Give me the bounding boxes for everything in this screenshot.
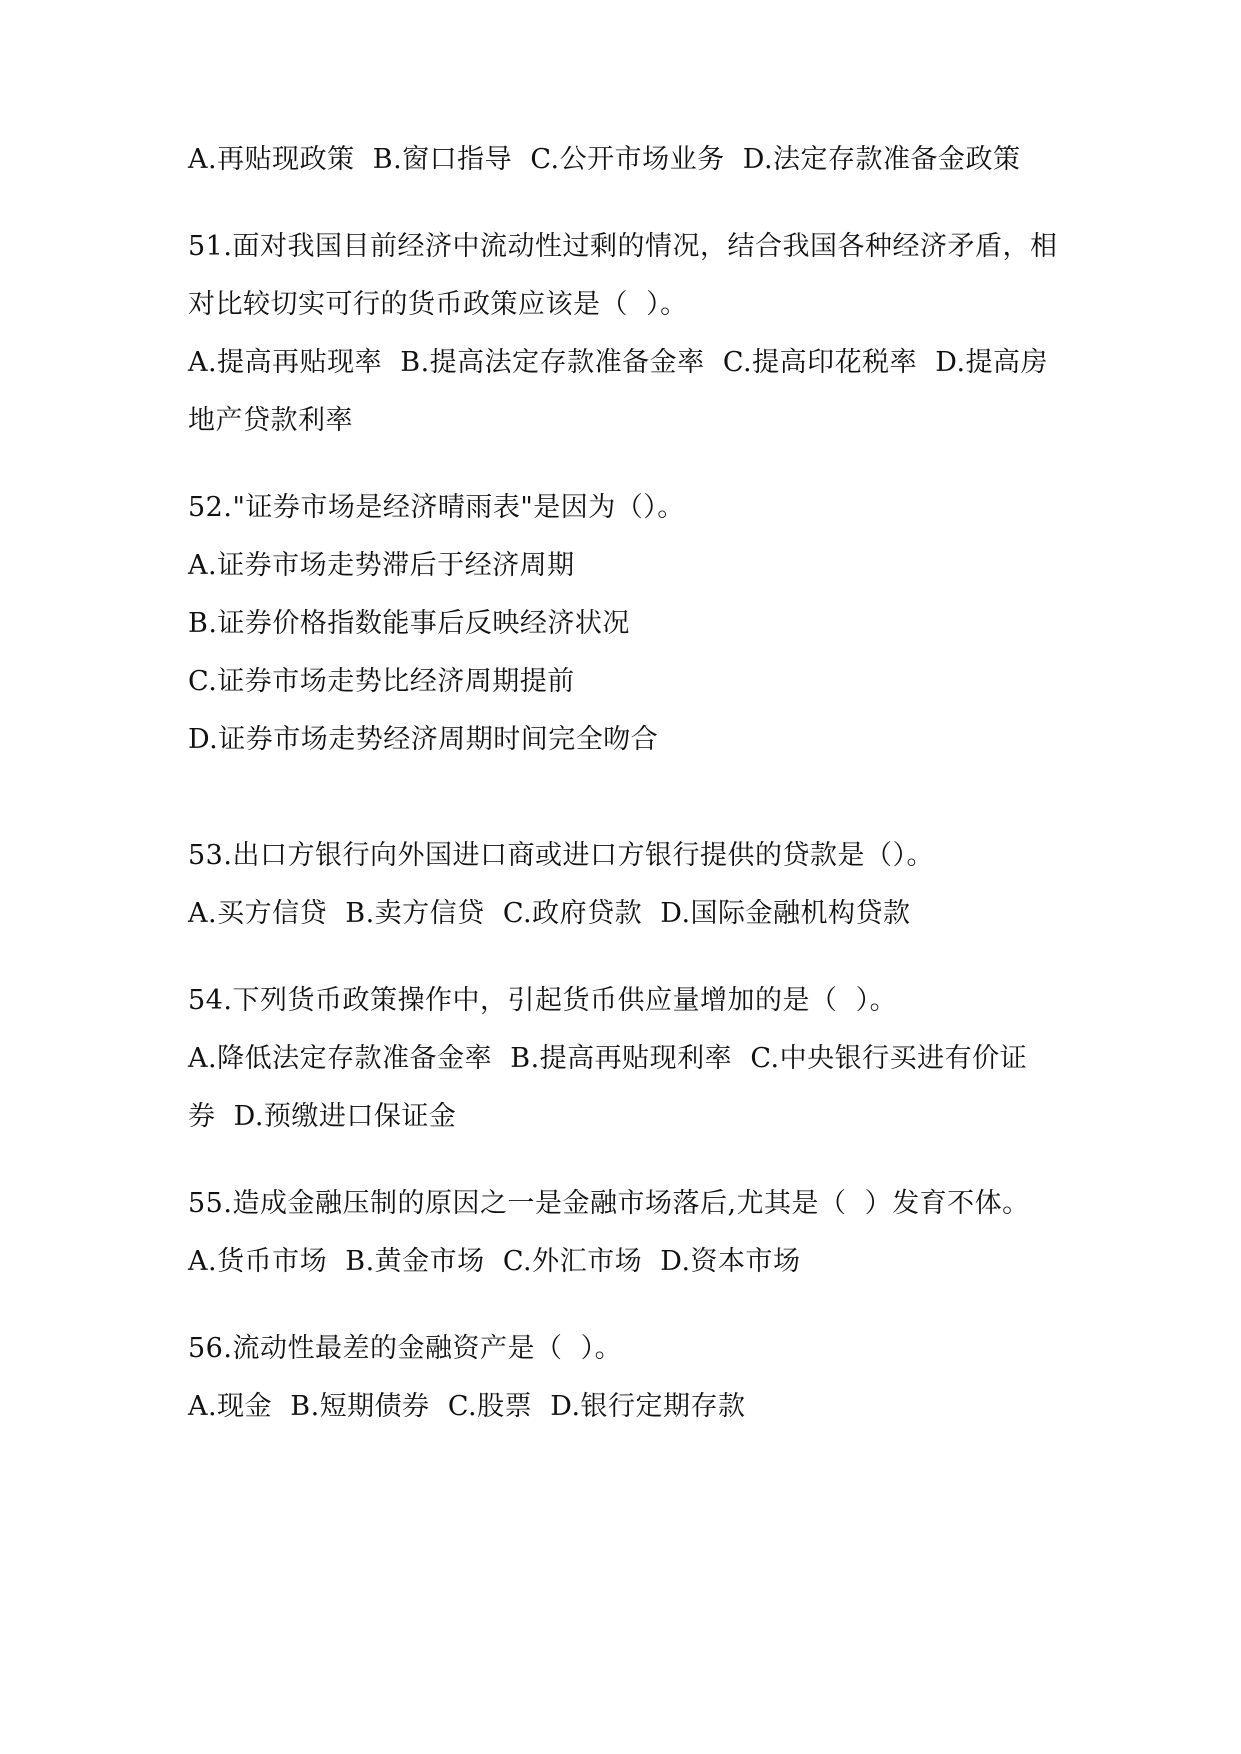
q56-stem: 56.流动性最差的金融资产是（ ）。 <box>188 1333 623 1364</box>
q53-options: A.买方信贷 B.卖方信贷 C.政府贷款 D.国际金融机构贷款 <box>188 898 911 929</box>
q52-option-b: B.证券价格指数能事后反映经济状况 <box>188 608 630 639</box>
q52-option-d: D.证券市场走势经济周期时间完全吻合 <box>188 724 659 755</box>
q55-options: A.货币市场 B.黄金市场 C.外汇市场 D.资本市场 <box>188 1246 801 1277</box>
q52-option-c: C.证券市场走势比经济周期提前 <box>188 666 575 697</box>
q53-stem: 53.出口方银行向外国进口商或进口方银行提供的贷款是（）。 <box>188 840 934 871</box>
q52-option-a: A.证券市场走势滞后于经济周期 <box>188 550 575 581</box>
q54-options-line2: 券 D.预缴进口保证金 <box>188 1101 457 1132</box>
q56-options: A.现金 B.短期债券 C.股票 D.银行定期存款 <box>188 1391 746 1422</box>
q52-stem: 52."证券市场是经济晴雨表"是因为（）。 <box>188 492 685 523</box>
q51-options-line2: 地产贷款利率 <box>188 405 353 436</box>
q50-options: A.再贴现政策 B.窗口指导 C.公开市场业务 D.法定存款准备金政策 <box>188 144 1021 175</box>
q54-stem: 54.下列货币政策操作中，引起货币供应量增加的是（ ）。 <box>188 985 898 1016</box>
q55-stem: 55.造成金融压制的原因之一是金融市场落后,尤其是（ ）发育不体。 <box>188 1188 1030 1219</box>
q54-options-line1: A.降低法定存款准备金率 B.提高再贴现利率 C.中央银行买进有价证 <box>188 1043 1028 1074</box>
q51-options-line1: A.提高再贴现率 B.提高法定存款准备金率 C.提高印花税率 D.提高房 <box>188 347 1049 378</box>
q51-stem-line1: 51.面对我国目前经济中流动性过剩的情况，结合我国各种经济矛盾，相 <box>188 231 1058 262</box>
q51-stem-line2: 对比较切实可行的货币政策应该是（ ）。 <box>188 289 688 320</box>
